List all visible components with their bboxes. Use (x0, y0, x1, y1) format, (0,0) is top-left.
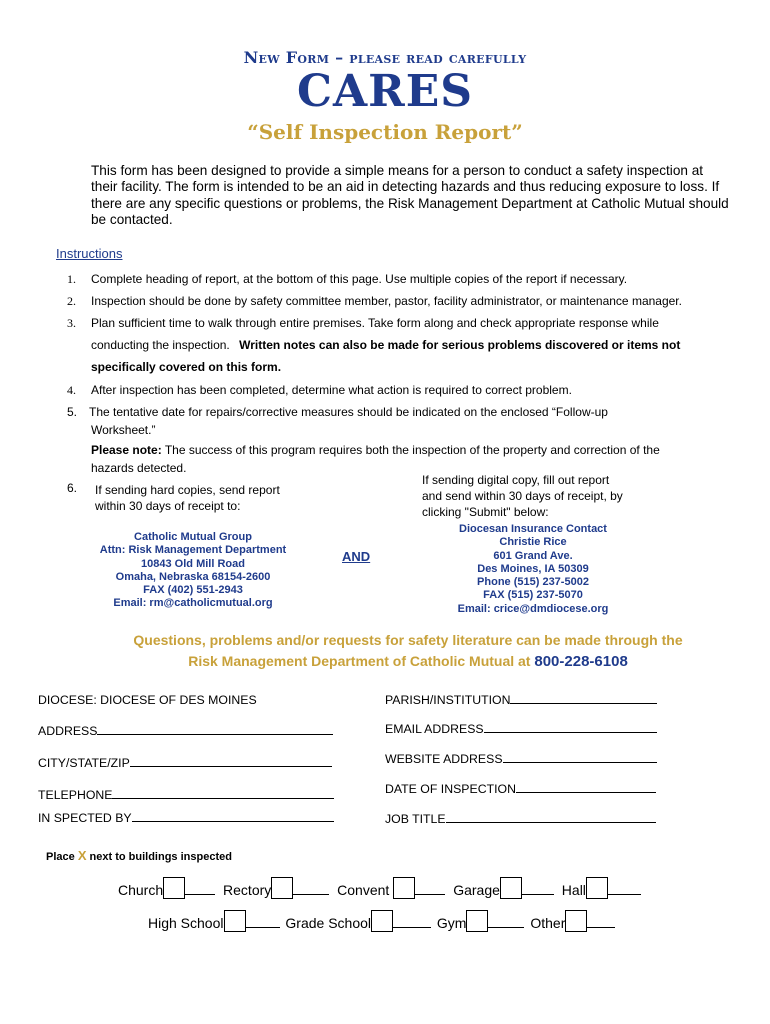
city-input[interactable] (130, 756, 332, 767)
address-line: Christie Rice (499, 536, 567, 549)
blank-line (488, 916, 524, 928)
blank-line (185, 883, 215, 895)
website-label: WEBSITE ADDRESS (385, 752, 503, 766)
building-label-rectory: Rectory (223, 882, 272, 898)
blank-line (293, 883, 329, 895)
telephone-field[interactable] (38, 788, 334, 802)
instructions-heading: Instructions (56, 246, 123, 261)
building-label-other: Other (530, 915, 566, 931)
digital-line: clicking "Submit" below: (422, 505, 549, 519)
building-row-2 (148, 910, 615, 932)
item-number: 1. (67, 272, 76, 286)
hall-checkbox[interactable] (586, 877, 608, 899)
address-label: ADDRESS (38, 724, 98, 738)
instruction-item-3-cont2 (91, 360, 281, 374)
blank-line (415, 883, 445, 895)
address-line: Attn: Risk Management Department (99, 544, 287, 557)
gym-checkbox[interactable] (466, 910, 488, 932)
blank-line (608, 883, 641, 895)
email-field[interactable] (385, 722, 657, 736)
inspected-by-input[interactable] (132, 811, 334, 822)
address-line: Email: rm@catholicmutual.org (113, 597, 273, 610)
item-text: Plan sufficient time to walk through entire premises. Take form along and check appropriate response while (91, 316, 659, 330)
address-line: FAX (402) 551-2943 (143, 584, 243, 597)
grade-school-checkbox[interactable] (371, 910, 393, 932)
x-mark: X (77, 848, 87, 863)
parish-field[interactable] (385, 693, 657, 707)
address-line: Email: crice@dmdiocese.org (457, 602, 609, 615)
instruction-item-5-note-cont (91, 461, 186, 475)
instruction-item-5 (67, 405, 608, 419)
parish-input[interactable] (510, 693, 657, 704)
building-label-gym: Gym (436, 915, 467, 931)
note-text: hazards detected. (91, 461, 187, 475)
note-text: The success of this program requires both the inspection of the property and correction of the (164, 443, 660, 457)
other-checkbox[interactable] (565, 910, 587, 932)
building-label-garage: Garage (453, 882, 500, 898)
inspection-date-field[interactable] (385, 782, 656, 796)
address-line: 601 Grand Ave. (493, 549, 573, 562)
address-line: FAX (515) 237-5070 (483, 589, 583, 602)
item-text: If sending hard copies, send report (95, 483, 280, 497)
building-label-high-school: High School (148, 915, 224, 931)
building-label-grade-school: Grade School (285, 915, 371, 931)
date-input[interactable] (516, 782, 656, 793)
form-notice: New Form – please read carefully (243, 48, 527, 67)
item-number: 4. (67, 383, 76, 397)
diocesan-contact-address (420, 523, 646, 616)
website-input[interactable] (503, 752, 657, 763)
inspected-by-label: IN SPECTED BY (38, 811, 132, 825)
address-input[interactable] (97, 724, 333, 735)
instruction-item-5-cont (91, 423, 155, 437)
building-row-1 (118, 877, 641, 899)
instruction-text: Place (46, 851, 75, 863)
note-label: Please note: (91, 443, 162, 457)
questions-line: Questions, problems and/or requests for safety literature can be made through the (133, 632, 683, 648)
instruction-item-5-note (91, 443, 660, 457)
website-field[interactable] (385, 752, 657, 766)
blank-line (522, 883, 554, 895)
item-text: Inspection should be done by safety committee member, pastor, facility administrator, or maintenance manager. (91, 294, 682, 308)
address-line: Phone (515) 237-5002 (477, 576, 589, 589)
questions-note (0, 630, 770, 672)
item-bold-note: Written notes can also be made for serious problems discovered or items not (239, 338, 681, 352)
questions-text: Risk Management Department of Catholic Mutual at (188, 653, 531, 669)
item-text: Worksheet.” (91, 423, 156, 437)
item-text: conducting the inspection. (91, 338, 230, 352)
item-text: After inspection has been completed, determine what action is required to correct problem. (91, 383, 572, 397)
questions-line-2 (0, 651, 770, 672)
digital-copy-instruction (422, 472, 623, 520)
address-line: Diocesan Insurance Contact (459, 523, 607, 535)
and-label: AND (342, 549, 371, 564)
item-number: 2. (67, 294, 76, 308)
hard-copy-instruction (95, 482, 280, 514)
high-school-checkbox[interactable] (224, 910, 246, 932)
building-label-convent: Convent (337, 882, 390, 898)
parish-label: PARISH/INSTITUTION (385, 693, 511, 707)
diocese-value: DIOCESE: DIOCESE OF DES MOINES (38, 693, 257, 707)
item-number: 3. (67, 316, 76, 330)
address-line: 10843 Old Mill Road (141, 557, 245, 570)
address-line: Catholic Mutual Group (134, 531, 252, 543)
building-label-church: Church (118, 882, 164, 898)
digital-line: and send within 30 days of receipt, by (422, 489, 623, 503)
form-title: CARES (296, 66, 474, 117)
item-text: within 30 days of receipt to: (95, 499, 241, 513)
item-number: 5. (67, 405, 78, 419)
convent-checkbox[interactable] (393, 877, 415, 899)
telephone-input[interactable] (112, 788, 334, 799)
catholic-mutual-address (80, 531, 306, 611)
instruction-item-2 (67, 294, 682, 308)
blank-line (393, 916, 431, 928)
instruction-item-6 (67, 481, 77, 495)
job-title-label: JOB TITLE (385, 812, 446, 826)
instruction-item-3 (67, 316, 659, 330)
address-field[interactable] (38, 724, 333, 738)
job-title-input[interactable] (446, 812, 656, 823)
digital-line: If sending digital copy, fill out report (422, 473, 610, 487)
blank-line (246, 916, 280, 928)
intro-paragraph: This form has been designed to provide a simple means for a person to conduct a safety inspection at their facility. The form is intended to be an aid in detecting hazards and thus reducing exposure to loss. If there are any specific questions or problems, the Risk Management Department at Catholic Mutual should be contacted. (91, 163, 729, 227)
instruction-item-3-cont (91, 338, 680, 352)
item-number: 6. (67, 481, 78, 495)
job-title-field[interactable] (385, 812, 656, 826)
email-label: EMAIL ADDRESS (385, 722, 484, 736)
date-label: DATE OF INSPECTION (385, 782, 516, 796)
item-bold-note: specifically covered on this form. (91, 360, 282, 374)
city-state-zip-field[interactable] (38, 756, 332, 770)
instruction-item-4 (67, 383, 572, 397)
address-line: Des Moines, IA 50309 (477, 562, 589, 575)
item-text: Complete heading of report, at the bottom of this page. Use multiple copies of the report if necessary. (91, 272, 628, 286)
city-label: CITY/STATE/ZIP (38, 756, 130, 770)
building-label-hall: Hall (561, 882, 586, 898)
instruction-text: next to buildings inspected (89, 851, 232, 863)
email-input[interactable] (484, 722, 657, 733)
buildings-instruction (46, 848, 232, 863)
church-checkbox[interactable] (163, 877, 185, 899)
form-subtitle: “Self Inspection Report” (247, 120, 523, 144)
garage-checkbox[interactable] (500, 877, 522, 899)
item-text: The tentative date for repairs/corrective measures should be indicated on the enclosed “Follow-up (89, 405, 608, 419)
instruction-item-1 (67, 272, 628, 286)
inspected-by-field[interactable] (38, 811, 334, 825)
telephone-label: TELEPHONE (38, 788, 113, 802)
diocese-field (38, 693, 257, 707)
blank-line (587, 916, 615, 928)
contact-phone: 800-228-6108 (534, 653, 628, 670)
rectory-checkbox[interactable] (271, 877, 293, 899)
address-line: Omaha, Nebraska 68154-2600 (115, 570, 271, 583)
